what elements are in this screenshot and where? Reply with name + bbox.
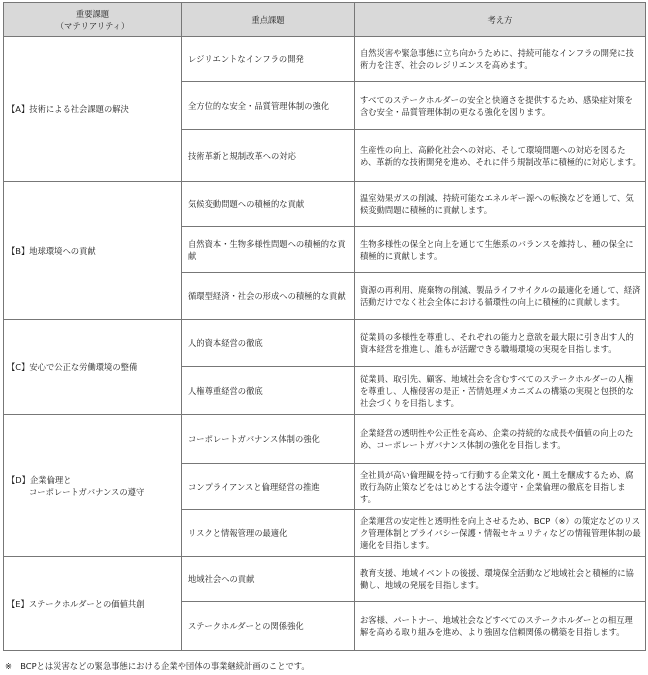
theme-cell: 循環型経済・社会の形成への積極的な貢献 xyxy=(182,273,355,320)
approach-cell: 企業運営の安定性と透明性を向上させるため、BCP（※）の策定などのリスク管理体制とプライバシー保護・情報セキュリティなどの情報管理体制の最適化を目指します。 xyxy=(355,510,646,557)
table-row xyxy=(4,320,646,367)
materiality-d-line1: 【D】企業倫理と xyxy=(7,474,72,485)
header-materiality-line1: 重要課題 xyxy=(75,8,110,19)
approach-cell: 全社員が高い倫理観を持って行動する企業文化・風土を醸成するため、腐敗行為防止策などをはじめとする法令遵守・企業倫理の徹底を目指します。 xyxy=(355,464,646,510)
approach-cell: 自然災害や緊急事態に立ち向かうために、持続可能なインフラの開発に技術力を注ぎ、社会のレジリエンスを高めます。 xyxy=(355,37,646,82)
footnote: ※ BCPとは災害などの緊急事態における企業や団体の事業継続計画のことです。 xyxy=(5,661,310,671)
materiality-a: 【A】技術による社会課題の解決 xyxy=(4,37,182,182)
theme-cell: 人的資本経営の徹底 xyxy=(182,320,355,367)
theme-cell: 自然資本・生物多様性問題への積極的な貢献 xyxy=(182,227,355,273)
materiality-table xyxy=(3,2,646,651)
theme-cell: リスクと情報管理の最適化 xyxy=(182,510,355,557)
table-row xyxy=(4,37,646,82)
approach-cell: 従業員の多様性を尊重し、それぞれの能力と意欲を最大限に引き出す人的資本経営を推進し、誰もが活躍できる職場環境の実現を目指します。 xyxy=(355,320,646,367)
table-row xyxy=(4,415,646,464)
theme-cell: レジリエントなインフラの開発 xyxy=(182,37,355,82)
materiality-b: 【B】地球環境への貢献 xyxy=(4,182,182,320)
materiality-d-line2: コーポレートガバナンスの遵守 xyxy=(29,486,145,497)
theme-cell: コンプライアンスと倫理経営の推進 xyxy=(182,464,355,510)
materiality-e: 【E】ステークホルダーとの価値共創 xyxy=(4,557,182,651)
header-materiality-line2: （マテリアリティ） xyxy=(55,20,130,31)
table-header-row xyxy=(4,3,646,37)
table-row xyxy=(4,182,646,227)
theme-cell: 気候変動問題への積極的な貢献 xyxy=(182,182,355,227)
header-approach: 考え方 xyxy=(355,3,646,37)
header-materiality xyxy=(4,3,182,37)
approach-cell: すべてのステークホルダーの安全と快適さを提供するため、感染症対策を含む安全・品質管理体制の更なる強化を図ります。 xyxy=(355,82,646,130)
approach-cell: お客様、パートナー、地域社会などすべてのステークホルダーとの相互理解を高める取り組みを進め、より強固な信頼関係の構築を目指します。 xyxy=(355,602,646,651)
approach-cell: 資源の再利用、廃棄物の削減、製品ライフサイクルの最適化を通して、経済活動だけでなく社会全体における循環性の向上に積極的に貢献します。 xyxy=(355,273,646,320)
materiality-c: 【C】安心で公正な労働環境の整備 xyxy=(4,320,182,415)
theme-cell: 人権尊重経営の徹底 xyxy=(182,367,355,415)
materiality-d xyxy=(4,415,182,557)
approach-cell: 生産性の向上、高齢化社会への対応、そして環境問題への対応を図るため、革新的な技術開発を進め、それに伴う規制改革に積極的に対応します。 xyxy=(355,130,646,182)
theme-cell: ステークホルダーとの関係強化 xyxy=(182,602,355,651)
approach-cell: 教育支援、地域イベントの後援、環境保全活動など地域社会と積極的に協働し、地域の発展を目指します。 xyxy=(355,557,646,602)
approach-cell: 生物多様性の保全と向上を通じて生態系のバランスを維持し、種の保全に積極的に貢献します。 xyxy=(355,227,646,273)
theme-cell: 地域社会への貢献 xyxy=(182,557,355,602)
approach-cell: 温室効果ガスの削減、持続可能なエネルギー源への転換などを通して、気候変動問題に積極的に貢献します。 xyxy=(355,182,646,227)
table-row xyxy=(4,557,646,602)
header-theme: 重点課題 xyxy=(182,3,355,37)
theme-cell: 全方位的な安全・品質管理体制の強化 xyxy=(182,82,355,130)
approach-cell: 企業経営の透明性や公正性を高め、企業の持続的な成長や価値の向上のため、コーポレートガバナンス体制の強化を目指します。 xyxy=(355,415,646,464)
theme-cell: 技術革新と規制改革への対応 xyxy=(182,130,355,182)
approach-cell: 従業員、取引先、顧客、地域社会を含むすべてのステークホルダーの人権を尊重し、人権侵害の是正・苦情処理メカニズムの構築の実現と包摂的な社会づくりを目指します。 xyxy=(355,367,646,415)
theme-cell: コーポレートガバナンス体制の強化 xyxy=(182,415,355,464)
